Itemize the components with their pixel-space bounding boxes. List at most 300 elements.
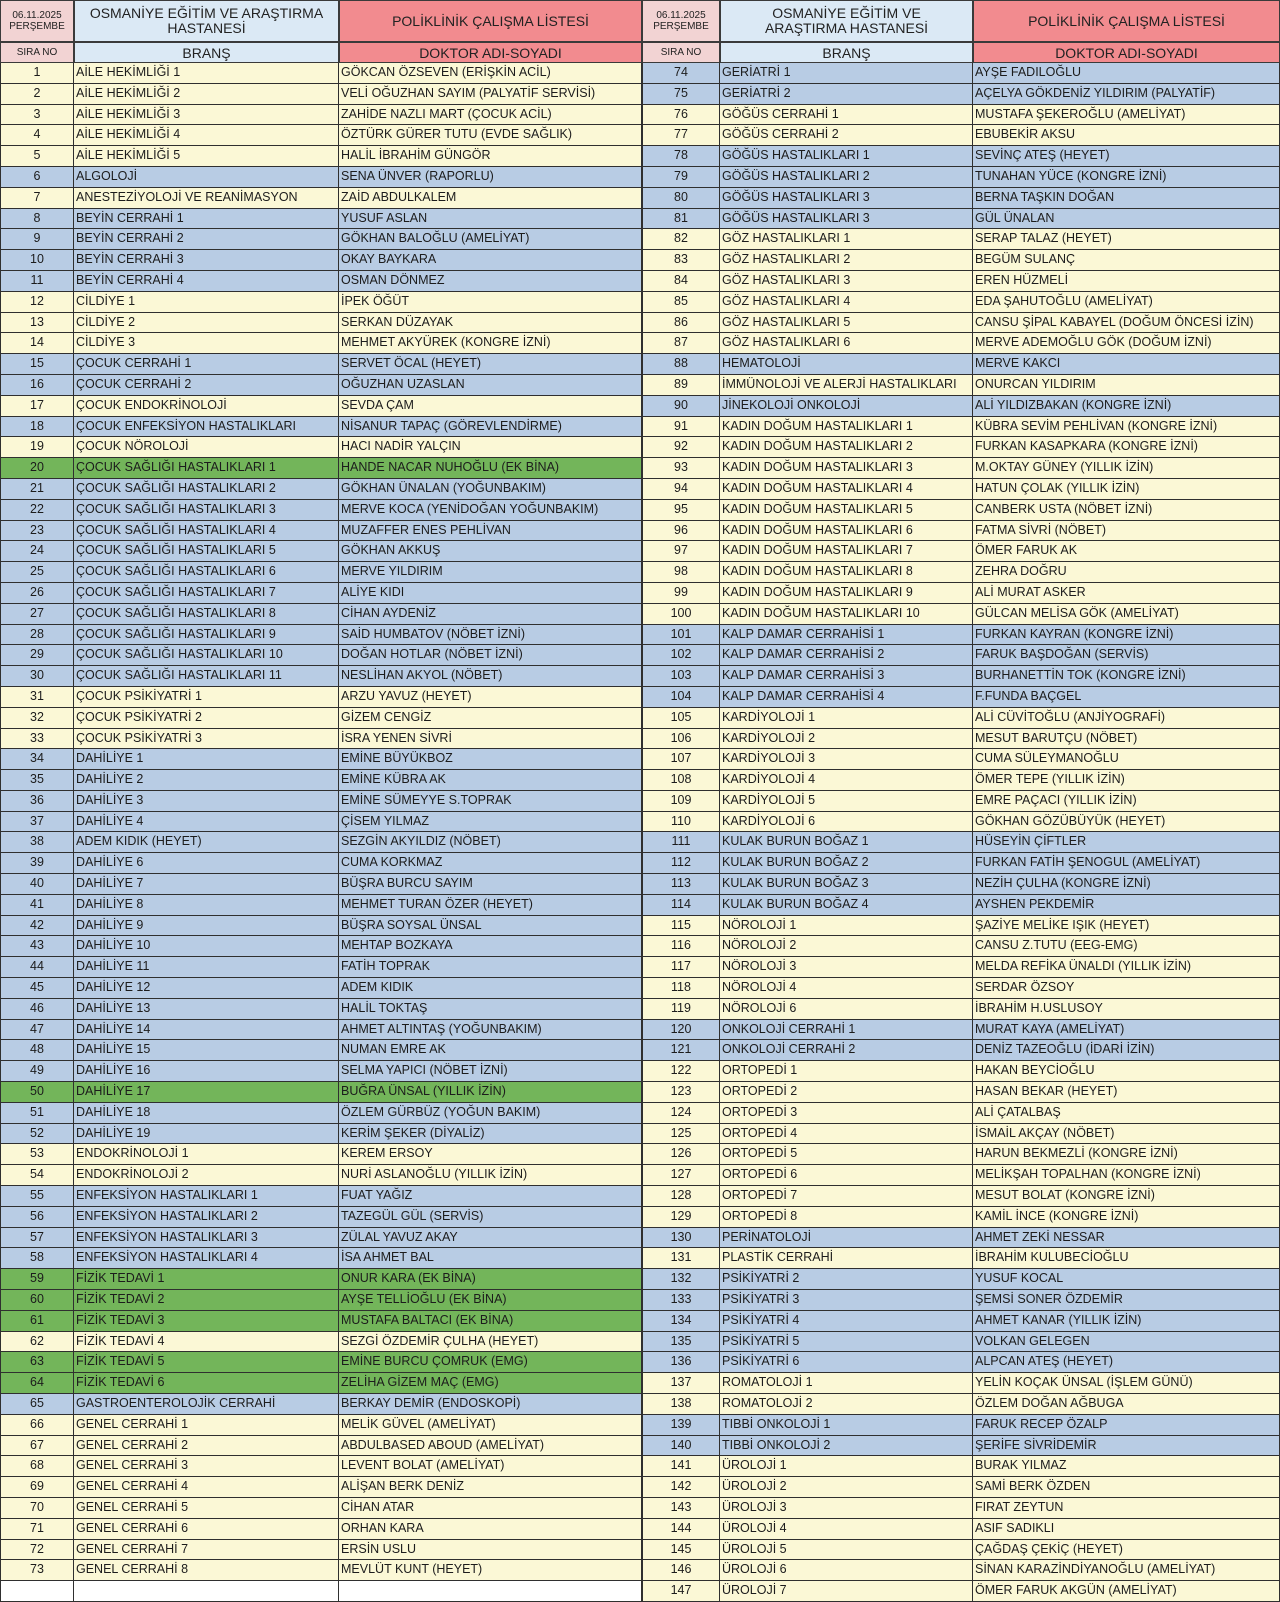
row-number: 122 <box>642 1061 720 1082</box>
row-number: 145 <box>642 1540 720 1561</box>
row-number: 144 <box>642 1519 720 1540</box>
row-number: 18 <box>0 417 74 438</box>
row-number: 32 <box>0 708 74 729</box>
branch-cell: PLASTİK CERRAHİ <box>720 1248 973 1269</box>
branch-cell: ORTOPEDİ 6 <box>720 1165 973 1186</box>
branch-cell: ÇOCUK SAĞLIĞI HASTALIKLARI 4 <box>74 521 339 542</box>
branch-cell: ANESTEZİYOLOJİ VE REANİMASYON <box>74 188 339 209</box>
branch-cell: GERİATRİ 1 <box>720 63 973 84</box>
doctor-cell: SEZGİN AKYILDIZ (NÖBET) <box>339 832 642 853</box>
branch-cell: ORTOPEDİ 4 <box>720 1124 973 1145</box>
doctor-cell: ZAHİDE NAZLI MART (ÇOCUK ACİL) <box>339 105 642 126</box>
branch-cell: BEYİN CERRAHİ 4 <box>74 271 339 292</box>
doctor-cell: MELDA REFİKA ÜNALDI (YILLIK İZİN) <box>973 957 1280 978</box>
doctor-cell: ÖMER TEPE (YILLIK İZİN) <box>973 770 1280 791</box>
doctor-cell: EREN HÜZMELİ <box>973 271 1280 292</box>
doctor-cell: FATİH TOPRAK <box>339 957 642 978</box>
branch-cell: ENDOKRİNOLOJİ 1 <box>74 1144 339 1165</box>
doctor-cell: ŞAZİYE MELİKE IŞIK (HEYET) <box>973 916 1280 937</box>
row-number: 140 <box>642 1436 720 1457</box>
branch-cell: ÇOCUK SAĞLIĞI HASTALIKLARI 6 <box>74 562 339 583</box>
branch-cell: DAHİLİYE 16 <box>74 1061 339 1082</box>
branch-cell: PSİKİYATRİ 4 <box>720 1311 973 1332</box>
branch-cell: DAHİLİYE 3 <box>74 791 339 812</box>
doctor-cell: HASAN BEKAR (HEYET) <box>973 1082 1280 1103</box>
doctor-cell: MERVE KOCA (YENİDOĞAN YOĞUNBAKIM) <box>339 500 642 521</box>
row-number: 114 <box>642 895 720 916</box>
branch-cell: ÜROLOJİ 7 <box>720 1581 973 1602</box>
doctor-cell: AHMET ALTINTAŞ (YOĞUNBAKIM) <box>339 1020 642 1041</box>
doctor-cell: BERKAY DEMİR (ENDOSKOPİ) <box>339 1394 642 1415</box>
doctor-cell: DOĞAN HOTLAR (NÖBET İZNİ) <box>339 645 642 666</box>
branch-cell: ÇOCUK SAĞLIĞI HASTALIKLARI 9 <box>74 625 339 646</box>
row-number <box>0 1581 74 1602</box>
row-number: 21 <box>0 479 74 500</box>
branch-cell: KADIN DOĞUM HASTALIKLARI 5 <box>720 500 973 521</box>
list-title-header: POLİKLİNİK ÇALIŞMA LİSTESİ <box>973 0 1280 42</box>
row-number: 34 <box>0 749 74 770</box>
doctor-cell: ALİ CÜVİTOĞLU (ANJİYOGRAFİ) <box>973 708 1280 729</box>
row-number: 31 <box>0 687 74 708</box>
doctor-cell: ALİŞAN BERK DENİZ <box>339 1477 642 1498</box>
row-number: 1 <box>0 63 74 84</box>
list-title-header: POLİKLİNİK ÇALIŞMA LİSTESİ <box>339 0 642 42</box>
branch-cell: KADIN DOĞUM HASTALIKLARI 3 <box>720 458 973 479</box>
row-number: 15 <box>0 354 74 375</box>
doctor-cell: EMİNE BURCU ÇOMRUK (EMG) <box>339 1352 642 1373</box>
branch-cell: GÖĞÜS HASTALIKLARI 3 <box>720 188 973 209</box>
row-number: 111 <box>642 832 720 853</box>
doctor-cell: GÖKHAN AKKUŞ <box>339 541 642 562</box>
doctor-cell: OSMAN DÖNMEZ <box>339 271 642 292</box>
row-number: 126 <box>642 1144 720 1165</box>
row-number: 87 <box>642 333 720 354</box>
row-number: 69 <box>0 1477 74 1498</box>
doctor-cell: BURAK YILMAZ <box>973 1456 1280 1477</box>
doctor-cell: SERVET ÖCAL (HEYET) <box>339 354 642 375</box>
branch-cell: NÖROLOJİ 6 <box>720 999 973 1020</box>
doctor-cell: CANSU ŞİPAL KABAYEL (DOĞUM ÖNCESİ İZİN) <box>973 313 1280 334</box>
branch-cell: GENEL CERRAHİ 6 <box>74 1519 339 1540</box>
row-number: 9 <box>0 229 74 250</box>
row-number: 143 <box>642 1498 720 1519</box>
row-number: 91 <box>642 417 720 438</box>
doctor-cell: SENA ÜNVER (RAPORLU) <box>339 167 642 188</box>
row-number: 108 <box>642 770 720 791</box>
branch-cell: GÖĞÜS CERRAHİ 1 <box>720 105 973 126</box>
branch-cell: BEYİN CERRAHİ 2 <box>74 229 339 250</box>
doctor-cell: ŞERİFE SİVRİDEMİR <box>973 1436 1280 1457</box>
column-header-brans: BRANŞ <box>720 42 973 63</box>
row-number: 60 <box>0 1290 74 1311</box>
row-number: 52 <box>0 1124 74 1145</box>
doctor-cell: YUSUF ASLAN <box>339 209 642 230</box>
doctor-cell: ALPCAN ATEŞ (HEYET) <box>973 1352 1280 1373</box>
branch-cell: ÇOCUK SAĞLIĞI HASTALIKLARI 7 <box>74 583 339 604</box>
row-number: 90 <box>642 396 720 417</box>
doctor-cell: MEHMET TURAN ÖZER (HEYET) <box>339 895 642 916</box>
row-number: 89 <box>642 375 720 396</box>
row-number: 96 <box>642 521 720 542</box>
branch-cell: DAHİLİYE 1 <box>74 749 339 770</box>
branch-cell: GENEL CERRAHİ 3 <box>74 1456 339 1477</box>
branch-cell: DAHİLİYE 7 <box>74 874 339 895</box>
row-number: 137 <box>642 1373 720 1394</box>
row-number: 101 <box>642 625 720 646</box>
doctor-cell: SERAP TALAZ (HEYET) <box>973 229 1280 250</box>
row-number: 66 <box>0 1415 74 1436</box>
doctor-cell: MESUT BOLAT (KONGRE İZNİ) <box>973 1186 1280 1207</box>
branch-cell: ÇOCUK ENDOKRİNOLOJİ <box>74 396 339 417</box>
row-number: 19 <box>0 437 74 458</box>
doctor-cell: ÖZLEM GÜRBÜZ (YOĞUN BAKIM) <box>339 1103 642 1124</box>
row-number: 123 <box>642 1082 720 1103</box>
branch-cell: DAHİLİYE 15 <box>74 1040 339 1061</box>
doctor-cell: GÖKCAN ÖZSEVEN (ERİŞKİN ACİL) <box>339 63 642 84</box>
row-number: 78 <box>642 146 720 167</box>
branch-cell: GÖZ HASTALIKLARI 3 <box>720 271 973 292</box>
doctor-cell: NESLİHAN AKYOL (NÖBET) <box>339 666 642 687</box>
doctor-cell: FARUK BAŞDOĞAN (SERVİS) <box>973 645 1280 666</box>
branch-cell: GÖĞÜS HASTALIKLARI 2 <box>720 167 973 188</box>
row-number: 28 <box>0 625 74 646</box>
row-number: 84 <box>642 271 720 292</box>
doctor-cell: GÜLCAN MELİSA GÖK (AMELİYAT) <box>973 604 1280 625</box>
row-number: 103 <box>642 666 720 687</box>
row-number: 49 <box>0 1061 74 1082</box>
branch-cell: NÖROLOJİ 3 <box>720 957 973 978</box>
doctor-cell: VELİ OĞUZHAN SAYIM (PALYATİF SERVİSİ) <box>339 84 642 105</box>
doctor-cell: EDA ŞAHUTOĞLU (AMELİYAT) <box>973 292 1280 313</box>
row-number: 64 <box>0 1373 74 1394</box>
row-number: 93 <box>642 458 720 479</box>
row-number: 20 <box>0 458 74 479</box>
date-header <box>0 0 74 42</box>
branch-cell: FİZİK TEDAVİ 3 <box>74 1311 339 1332</box>
column-header-sira: SIRA NO <box>642 42 720 63</box>
branch-cell: NÖROLOJİ 1 <box>720 916 973 937</box>
right-table-body <box>642 63 1280 1602</box>
row-number: 73 <box>0 1560 74 1581</box>
row-number: 86 <box>642 313 720 334</box>
doctor-cell: HANDE NACAR NUHOĞLU (EK BİNA) <box>339 458 642 479</box>
branch-cell: DAHİLİYE 18 <box>74 1103 339 1124</box>
row-number: 16 <box>0 375 74 396</box>
row-number: 117 <box>642 957 720 978</box>
row-number: 76 <box>642 105 720 126</box>
column-header-doktor: DOKTOR ADI-SOYADI <box>339 42 642 63</box>
branch-cell: KULAK BURUN BOĞAZ 1 <box>720 832 973 853</box>
row-number: 99 <box>642 583 720 604</box>
doctor-cell: SEZGİ ÖZDEMİR ÇULHA (HEYET) <box>339 1332 642 1353</box>
row-number: 139 <box>642 1415 720 1436</box>
doctor-cell: CUMA KORKMAZ <box>339 853 642 874</box>
row-number: 102 <box>642 645 720 666</box>
branch-cell: DAHİLİYE 12 <box>74 978 339 999</box>
doctor-cell: İSMAİL AKÇAY (NÖBET) <box>973 1124 1280 1145</box>
doctor-cell: TUNAHAN YÜCE (KONGRE İZNİ) <box>973 167 1280 188</box>
doctor-cell: LEVENT BOLAT (AMELİYAT) <box>339 1456 642 1477</box>
doctor-cell: HAKAN BEYCİOĞLU <box>973 1061 1280 1082</box>
branch-cell: AİLE HEKİMLİĞİ 1 <box>74 63 339 84</box>
branch-cell: ALGOLOJİ <box>74 167 339 188</box>
row-number: 4 <box>0 125 74 146</box>
row-number: 12 <box>0 292 74 313</box>
branch-cell: ÇOCUK SAĞLIĞI HASTALIKLARI 11 <box>74 666 339 687</box>
row-number: 104 <box>642 687 720 708</box>
row-number: 35 <box>0 770 74 791</box>
doctor-cell: KAMİL İNCE (KONGRE İZNİ) <box>973 1207 1280 1228</box>
branch-cell: ÜROLOJİ 4 <box>720 1519 973 1540</box>
row-number: 94 <box>642 479 720 500</box>
doctor-cell: MEHMET AKYÜREK (KONGRE İZNİ) <box>339 333 642 354</box>
row-number: 36 <box>0 791 74 812</box>
left-table-body <box>0 63 642 1602</box>
branch-cell: ENFEKSİYON HASTALIKLARI 3 <box>74 1228 339 1249</box>
row-number: 109 <box>642 791 720 812</box>
doctor-cell: MELİK GÜVEL (AMELİYAT) <box>339 1415 642 1436</box>
row-number: 80 <box>642 188 720 209</box>
branch-cell: ENDOKRİNOLOJİ 2 <box>74 1165 339 1186</box>
branch-cell: GENEL CERRAHİ 5 <box>74 1498 339 1519</box>
branch-cell: GASTROENTEROLOJİK CERRAHİ <box>74 1394 339 1415</box>
branch-cell: ONKOLOJİ CERRAHİ 1 <box>720 1020 973 1041</box>
doctor-cell: SAİD HUMBATOV (NÖBET İZNİ) <box>339 625 642 646</box>
row-number: 120 <box>642 1020 720 1041</box>
branch-cell: ORTOPEDİ 8 <box>720 1207 973 1228</box>
doctor-cell: MUSTAFA BALTACI (EK BİNA) <box>339 1311 642 1332</box>
branch-cell: ÇOCUK SAĞLIĞI HASTALIKLARI 10 <box>74 645 339 666</box>
branch-cell: KALP DAMAR CERRAHİSİ 2 <box>720 645 973 666</box>
branch-cell: KADIN DOĞUM HASTALIKLARI 4 <box>720 479 973 500</box>
branch-cell: GENEL CERRAHİ 7 <box>74 1540 339 1561</box>
row-number: 115 <box>642 916 720 937</box>
doctor-cell: YUSUF KOCAL <box>973 1269 1280 1290</box>
doctor-cell: EBUBEKİR AKSU <box>973 125 1280 146</box>
doctor-cell: FURKAN FATİH ŞENOGUL (AMELİYAT) <box>973 853 1280 874</box>
branch-cell: ÇOCUK PSİKİYATRİ 3 <box>74 729 339 750</box>
doctor-cell: M.OKTAY GÜNEY (YILLIK İZİN) <box>973 458 1280 479</box>
doctor-cell: CUMA SÜLEYMANOĞLU <box>973 749 1280 770</box>
row-number: 72 <box>0 1540 74 1561</box>
day-label: PERŞEMBE <box>9 21 65 32</box>
row-number: 124 <box>642 1103 720 1124</box>
doctor-cell: CİHAN AYDENİZ <box>339 604 642 625</box>
row-number: 70 <box>0 1498 74 1519</box>
branch-cell: ÇOCUK SAĞLIĞI HASTALIKLARI 5 <box>74 541 339 562</box>
doctor-cell: DENİZ TAZEOĞLU (İDARİ İZİN) <box>973 1040 1280 1061</box>
branch-cell: KARDİYOLOJİ 1 <box>720 708 973 729</box>
row-number: 2 <box>0 84 74 105</box>
row-number: 82 <box>642 229 720 250</box>
branch-cell: GÖĞÜS CERRAHİ 2 <box>720 125 973 146</box>
row-number: 57 <box>0 1228 74 1249</box>
doctor-cell: FATMA SİVRİ (NÖBET) <box>973 521 1280 542</box>
branch-cell <box>74 1581 339 1602</box>
row-number: 113 <box>642 874 720 895</box>
row-number: 8 <box>0 209 74 230</box>
doctor-cell: ZELİHA GİZEM MAÇ (EMG) <box>339 1373 642 1394</box>
roster-right-half <box>642 0 1280 1602</box>
branch-cell: ORTOPEDİ 7 <box>720 1186 973 1207</box>
doctor-cell: MESUT BARUTÇU (NÖBET) <box>973 729 1280 750</box>
date-label: 06.11.2025 <box>656 10 706 21</box>
row-number: 59 <box>0 1269 74 1290</box>
branch-cell: ÜROLOJİ 1 <box>720 1456 973 1477</box>
branch-cell: ÇOCUK NÖROLOJİ <box>74 437 339 458</box>
day-label: PERŞEMBE <box>653 21 709 32</box>
row-number: 53 <box>0 1144 74 1165</box>
doctor-cell: ALİYE KIDI <box>339 583 642 604</box>
doctor-cell: İPEK ÖĞÜT <box>339 292 642 313</box>
doctor-cell: İBRAHİM KULUBECİOĞLU <box>973 1248 1280 1269</box>
branch-cell: AİLE HEKİMLİĞİ 5 <box>74 146 339 167</box>
doctor-cell: ZÜLAL YAVUZ AKAY <box>339 1228 642 1249</box>
row-number: 37 <box>0 812 74 833</box>
doctor-cell: FURKAN KAYRAN (KONGRE İZNİ) <box>973 625 1280 646</box>
branch-cell: ENFEKSİYON HASTALIKLARI 4 <box>74 1248 339 1269</box>
branch-cell: HEMATOLOJİ <box>720 354 973 375</box>
row-number: 112 <box>642 853 720 874</box>
doctor-cell: VOLKAN GELEGEN <box>973 1332 1280 1353</box>
row-number: 71 <box>0 1519 74 1540</box>
doctor-cell: NEZİH ÇULHA (KONGRE İZNİ) <box>973 874 1280 895</box>
doctor-cell: AYSHEN PEKDEMİR <box>973 895 1280 916</box>
branch-cell: ENFEKSİYON HASTALIKLARI 1 <box>74 1186 339 1207</box>
right-header <box>642 0 1280 63</box>
doctor-cell: ÇİSEM YILMAZ <box>339 812 642 833</box>
doctor-cell: OKAY BAYKARA <box>339 250 642 271</box>
row-number: 14 <box>0 333 74 354</box>
row-number: 74 <box>642 63 720 84</box>
doctor-cell: ONURCAN YILDIRIM <box>973 375 1280 396</box>
doctor-cell: İBRAHİM H.USLUSOY <box>973 999 1280 1020</box>
doctor-cell: HACI NADİR YALÇIN <box>339 437 642 458</box>
doctor-cell: HÜSEYİN ÇİFTLER <box>973 832 1280 853</box>
branch-cell: ÇOCUK SAĞLIĞI HASTALIKLARI 3 <box>74 500 339 521</box>
branch-cell: ENFEKSİYON HASTALIKLARI 2 <box>74 1207 339 1228</box>
row-number: 132 <box>642 1269 720 1290</box>
doctor-cell: EMİNE SÜMEYYE S.TOPRAK <box>339 791 642 812</box>
row-number: 146 <box>642 1560 720 1581</box>
doctor-cell: ADEM KIDIK <box>339 978 642 999</box>
row-number: 48 <box>0 1040 74 1061</box>
doctor-cell: ONUR KARA (EK BİNA) <box>339 1269 642 1290</box>
row-number: 127 <box>642 1165 720 1186</box>
branch-cell: ORTOPEDİ 3 <box>720 1103 973 1124</box>
row-number: 121 <box>642 1040 720 1061</box>
doctor-cell: ÖZLEM DOĞAN AĞBUGA <box>973 1394 1280 1415</box>
branch-cell: PERİNATOLOJİ <box>720 1228 973 1249</box>
doctor-cell: SİNAN KARAZİNDİYANOĞLU (AMELİYAT) <box>973 1560 1280 1581</box>
branch-cell: FİZİK TEDAVİ 1 <box>74 1269 339 1290</box>
row-number: 62 <box>0 1332 74 1353</box>
doctor-cell: CİHAN ATAR <box>339 1498 642 1519</box>
doctor-cell: MELİKŞAH TOPALHAN (KONGRE İZNİ) <box>973 1165 1280 1186</box>
row-number: 119 <box>642 999 720 1020</box>
row-number: 51 <box>0 1103 74 1124</box>
doctor-cell: NİSANUR TAPAÇ (GÖREVLENDİRME) <box>339 417 642 438</box>
doctor-cell: GİZEM CENGİZ <box>339 708 642 729</box>
branch-cell: KADIN DOĞUM HASTALIKLARI 2 <box>720 437 973 458</box>
doctor-cell: HALİL TOKTAŞ <box>339 999 642 1020</box>
branch-cell: CİLDİYE 2 <box>74 313 339 334</box>
branch-cell: KADIN DOĞUM HASTALIKLARI 1 <box>720 417 973 438</box>
branch-cell: FİZİK TEDAVİ 6 <box>74 1373 339 1394</box>
doctor-cell: SERDAR ÖZSOY <box>973 978 1280 999</box>
branch-cell: KARDİYOLOJİ 2 <box>720 729 973 750</box>
row-number: 83 <box>642 250 720 271</box>
doctor-cell: SELMA YAPICI (NÖBET İZNİ) <box>339 1061 642 1082</box>
row-number: 98 <box>642 562 720 583</box>
row-number: 39 <box>0 853 74 874</box>
hospital-name-header: OSMANİYE EĞİTİM VE ARAŞTIRMA HASTANESİ <box>74 0 339 42</box>
row-number: 7 <box>0 188 74 209</box>
doctor-cell: ORHAN KARA <box>339 1519 642 1540</box>
row-number: 135 <box>642 1332 720 1353</box>
row-number: 6 <box>0 167 74 188</box>
branch-cell: JİNEKOLOJİ ONKOLOJİ <box>720 396 973 417</box>
branch-cell: KADIN DOĞUM HASTALIKLARI 6 <box>720 521 973 542</box>
row-number: 11 <box>0 271 74 292</box>
row-number: 17 <box>0 396 74 417</box>
doctor-cell: GÜL ÜNALAN <box>973 209 1280 230</box>
branch-cell: BEYİN CERRAHİ 3 <box>74 250 339 271</box>
row-number: 46 <box>0 999 74 1020</box>
branch-cell: DAHİLİYE 2 <box>74 770 339 791</box>
doctor-cell: EMİNE KÜBRA AK <box>339 770 642 791</box>
row-number: 26 <box>0 583 74 604</box>
branch-cell: AİLE HEKİMLİĞİ 2 <box>74 84 339 105</box>
row-number: 105 <box>642 708 720 729</box>
branch-cell: PSİKİYATRİ 2 <box>720 1269 973 1290</box>
branch-cell: ORTOPEDİ 1 <box>720 1061 973 1082</box>
row-number: 92 <box>642 437 720 458</box>
branch-cell: KADIN DOĞUM HASTALIKLARI 9 <box>720 583 973 604</box>
doctor-cell: BÜŞRA BURCU SAYIM <box>339 874 642 895</box>
row-number: 63 <box>0 1352 74 1373</box>
row-number: 138 <box>642 1394 720 1415</box>
branch-cell: FİZİK TEDAVİ 5 <box>74 1352 339 1373</box>
row-number: 27 <box>0 604 74 625</box>
doctor-cell: SERKAN DÜZAYAK <box>339 313 642 334</box>
row-number: 29 <box>0 645 74 666</box>
row-number: 55 <box>0 1186 74 1207</box>
branch-cell: DAHİLİYE 4 <box>74 812 339 833</box>
doctor-cell: ALİ ÇATALBAŞ <box>973 1103 1280 1124</box>
doctor-cell: GÖKHAN BALOĞLU (AMELİYAT) <box>339 229 642 250</box>
row-number: 13 <box>0 313 74 334</box>
branch-cell: DAHİLİYE 6 <box>74 853 339 874</box>
doctor-cell: FIRAT ZEYTUN <box>973 1498 1280 1519</box>
branch-cell: ÇOCUK PSİKİYATRİ 2 <box>74 708 339 729</box>
row-number: 25 <box>0 562 74 583</box>
branch-cell: DAHİLİYE 14 <box>74 1020 339 1041</box>
row-number: 10 <box>0 250 74 271</box>
doctor-cell: ÖMER FARUK AKGÜN (AMELİYAT) <box>973 1581 1280 1602</box>
doctor-cell: SEVDA ÇAM <box>339 396 642 417</box>
branch-cell: GENEL CERRAHİ 4 <box>74 1477 339 1498</box>
doctor-cell: ARZU YAVUZ (HEYET) <box>339 687 642 708</box>
branch-cell: DAHİLİYE 10 <box>74 936 339 957</box>
doctor-cell: BURHANETTİN TOK (KONGRE İZNİ) <box>973 666 1280 687</box>
branch-cell: ROMATOLOJİ 2 <box>720 1394 973 1415</box>
branch-cell: PSİKİYATRİ 6 <box>720 1352 973 1373</box>
column-header-brans: BRANŞ <box>74 42 339 63</box>
branch-cell: GÖZ HASTALIKLARI 1 <box>720 229 973 250</box>
doctor-cell: FARUK RECEP ÖZALP <box>973 1415 1280 1436</box>
doctor-cell: MUZAFFER ENES PEHLİVAN <box>339 521 642 542</box>
